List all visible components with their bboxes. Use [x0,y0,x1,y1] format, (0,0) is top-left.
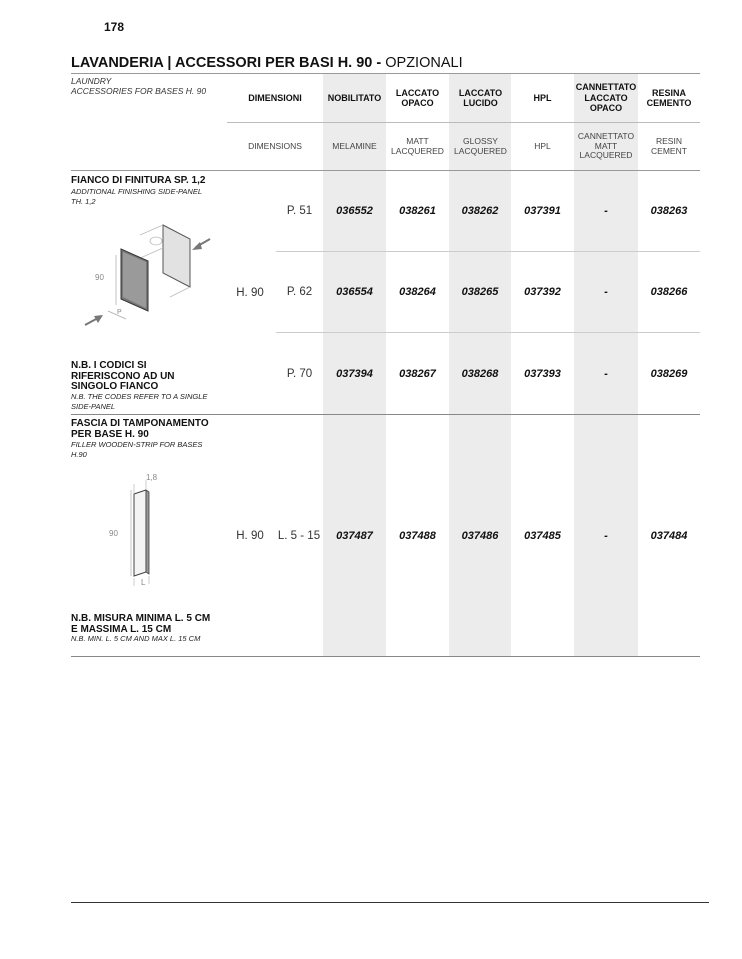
header-resin-en: RESIN CEMENT [651,135,687,156]
section1-row3-melamine: 037394 [336,367,373,380]
footer-rule [71,902,709,903]
header-glossy-it: LACCATO LUCIDO [458,87,503,108]
page-title [71,55,463,71]
section1-subtitle [71,187,202,207]
filler-strip-height-label: 90 [109,529,118,538]
section1-row3-hpl: 037393 [524,367,561,380]
section1-row2-cannettato: - [604,286,608,298]
section1-row2-depth: P. 62 [286,286,313,298]
section1-row2-matt: 038264 [399,286,436,298]
filler-strip-width-label: L [141,578,146,587]
section2-subtitle-line-2: H.90 [71,449,87,459]
section1-note-title [71,361,175,393]
section1-row1-cannettato: - [604,205,608,217]
section2-matt: 037488 [399,529,436,542]
intro-line-1: LAUNDRY [71,76,112,86]
section1-row1-resin: 038263 [650,205,688,217]
section1-row1-glossy: 038262 [461,205,499,217]
section2-height: H. 90 [236,529,264,542]
section1-row2-glossy: 038265 [461,286,499,298]
header-dimensions-it: DIMENSIONI [248,92,302,103]
section2-subtitle-line-1: FILLER WOODEN-STRIP FOR BASES [71,440,203,449]
header-glossy-en: GLOSSY LACQUERED [454,135,507,156]
section1-note-line-1: N.B. I CODICI SI [71,360,147,371]
section1-note-sub-line-2: SIDE-PANEL [71,401,116,411]
page-number: 178 [104,20,125,34]
title-light: OPZIONALI [381,55,463,71]
section1-title: FIANCO DI FINITURA SP. 1,2 [71,175,206,186]
section2-hpl: 037485 [524,529,561,542]
section1-row1-hpl: 037391 [524,205,561,217]
section1-note-line-2: RIFERISCONO AD UN [71,370,175,382]
section1-height: H. 90 [236,286,264,299]
section2-note-subtitle: N.B. MIN. L. 5 CM AND MAX L. 15 CM [71,634,201,643]
section1-note-subtitle [71,392,207,412]
header-dimensions-en: DIMENSIONS [248,140,302,151]
section2-resin: 037484 [650,529,688,542]
section2-note-line-2: E MASSIMA L. 15 CM [71,623,172,635]
intro-line-2: ACCESSORIES FOR BASES H. 90 [71,86,207,97]
section1-row3-glossy: 038268 [461,367,499,380]
header-hpl-en: HPL [534,140,551,151]
header-hpl-it: HPL [533,92,552,103]
section2-subtitle [71,440,202,460]
header-matt-it: LACCATO OPACO [395,87,440,108]
section1-row3-matt: 038267 [399,367,436,380]
section1-row3-cannettato: - [604,367,608,380]
side-panel-depth-label: P [117,309,122,316]
section2-title-line-2: PER BASE H. 90 [71,428,149,440]
section2-width: L. 5 - 15 [277,529,321,542]
section1-row1-depth: P. 51 [286,205,313,217]
section1-subtitle-line-2: TH. 1,2 [71,196,96,206]
header-resin-it: RESINA CEMENTO [646,87,692,108]
section1-row2-resin: 038266 [650,286,688,298]
table-intro [71,76,206,96]
section1-row1-matt: 038261 [399,205,436,217]
title-bold: LAVANDERIA | ACCESSORI PER BASI H. 90 - [71,55,382,71]
filler-strip-thickness-label: 1,8 [146,473,158,482]
section1-row3-resin: 038269 [650,367,688,380]
rule-table-bottom [71,656,700,657]
header-cannettato-it: CANNETTATO LACCATO OPACO [575,82,637,114]
section2-note-title [71,614,210,635]
filler-strip-drawing [118,474,158,592]
section2-note-line-1: N.B. MISURA MINIMA L. 5 CM [71,613,211,624]
section1-row3-depth: P. 70 [286,367,313,380]
section2-cannettato: - [604,529,608,542]
header-matt-en: MATT LACQUERED [391,135,444,156]
section1-row2-hpl: 037392 [524,286,561,298]
header-cannettato-en: CANNETTATO MATT LACQUERED [577,130,635,161]
section2-melamine: 037487 [336,529,373,542]
section1-note-sub-line-1: N.B. THE CODES REFER TO A SINGLE [71,392,208,401]
section2-glossy: 037486 [461,529,499,542]
section2-title [71,419,209,440]
side-panel-height-label: 90 [95,273,104,282]
section1-note-line-3: SINGOLO FIANCO [71,381,159,392]
section1-row1-melamine: 036552 [336,205,373,217]
header-melamine-en: MELAMINE [332,140,377,151]
section2-title-line-1: FASCIA DI TAMPONAMENTO [71,418,209,429]
section1-subtitle-line-1: ADDITIONAL FINISHING SIDE-PANEL [71,187,202,196]
header-melamine-it: NOBILITATO [327,92,382,103]
section1-row2-melamine: 036554 [336,286,373,298]
